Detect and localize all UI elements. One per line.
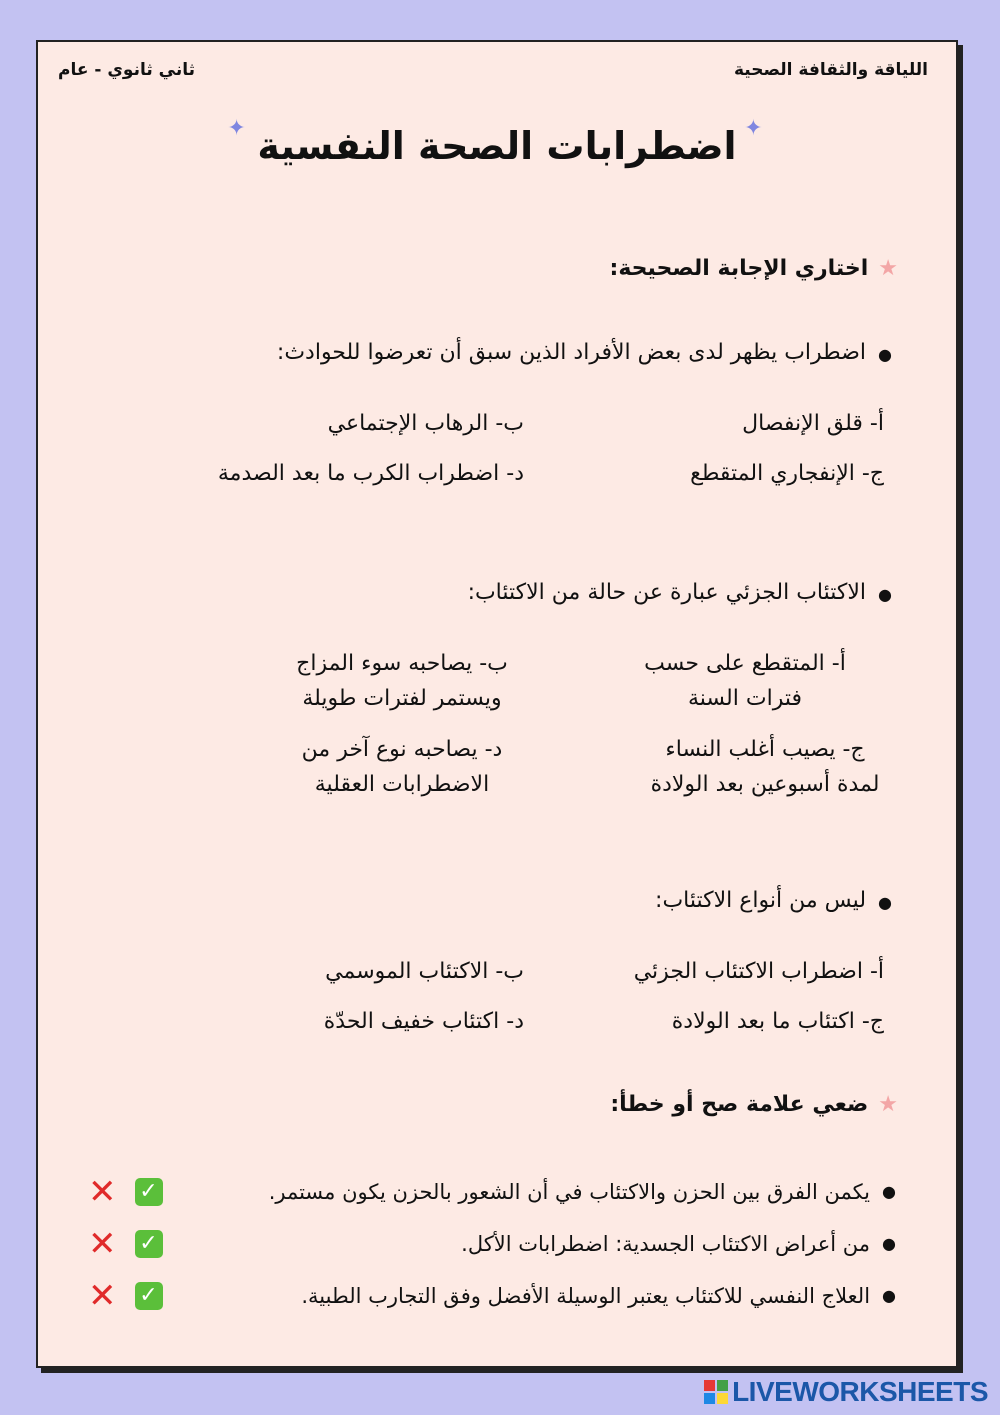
check-icon[interactable]: ✓ (135, 1178, 163, 1206)
true-false-row (88, 1226, 896, 1262)
section-heading-text: اختاري الإجابة الصحيحة: (609, 256, 869, 281)
liveworksheets-logo (704, 1376, 988, 1408)
bullet-icon: ● (878, 345, 892, 364)
option-b[interactable] (272, 646, 532, 716)
sparkle-icon: ✦ (744, 116, 763, 141)
question-1 (277, 340, 892, 370)
question-text: الاكتئاب الجزئي عبارة عن حالة من الاكتئاب: (467, 580, 867, 605)
statement-text: العلاج النفسي للاكتئاب يعتبر الوسيلة الأفضل وفق التجارب الطبية. (301, 1284, 871, 1308)
section-heading-true-false (610, 1092, 898, 1117)
answer-marks (88, 1224, 163, 1264)
cross-icon[interactable]: ✕ (88, 1172, 117, 1212)
question-text: ليس من أنواع الاكتئاب: (655, 888, 867, 913)
question-3 (655, 888, 892, 918)
option-b[interactable]: ب- الاكتئاب الموسمي (325, 959, 524, 984)
cross-icon[interactable]: ✕ (88, 1276, 117, 1316)
question-2 (468, 580, 892, 610)
statement (269, 1177, 896, 1207)
option-b[interactable]: ب- الرهاب الإجتماعي (327, 411, 524, 436)
sparkle-icon: ✦ (227, 116, 246, 141)
statement (461, 1229, 896, 1259)
answer-marks (88, 1172, 163, 1212)
option-a[interactable]: أ- اضطراب الاكتئاب الجزئي (633, 959, 884, 984)
option-c[interactable] (630, 732, 900, 802)
statement-text: من أعراض الاكتئاب الجسدية: اضطرابات الأكل. (461, 1232, 871, 1256)
option-d[interactable] (272, 732, 532, 802)
option-line: ب- يصاحبه سوء المزاج (296, 651, 508, 676)
option-line: أ- المتقطع على حسب (644, 651, 846, 676)
logo-mark-icon (704, 1380, 728, 1404)
title-row (38, 116, 956, 168)
option-d[interactable]: د- اضطراب الكرب ما بعد الصدمة (217, 461, 524, 486)
check-icon[interactable]: ✓ (135, 1230, 163, 1258)
option-line: لمدة أسبوعين بعد الولادة (650, 772, 880, 797)
bullet-icon: ● (882, 1182, 896, 1201)
subject-header: اللياقة والثقافة الصحية (734, 60, 928, 80)
answer-marks (88, 1276, 163, 1316)
option-line: ويستمر لفترات طويلة (302, 686, 502, 711)
worksheet-page (36, 40, 958, 1368)
star-icon: ★ (878, 256, 898, 281)
logo-text: LIVEWORKSHEETS (732, 1376, 988, 1407)
statement-text: يكمن الفرق بين الحزن والاكتئاب في أن الشعور بالحزن يكون مستمر. (268, 1180, 871, 1204)
option-line: فترات السنة (688, 686, 802, 711)
statement (301, 1281, 896, 1311)
star-icon: ★ (878, 1092, 898, 1117)
page-title (227, 116, 763, 168)
option-line: د- يصاحبه نوع آخر من (301, 737, 503, 762)
check-icon[interactable]: ✓ (135, 1282, 163, 1310)
bullet-icon: ● (882, 1234, 896, 1253)
bullet-icon: ● (878, 893, 892, 912)
grade-header: ثاني ثانوي - عام (58, 60, 196, 80)
page-title-text: اضطرابات الصحة النفسية (257, 124, 737, 168)
option-c[interactable]: ج- اكتئاب ما بعد الولادة (671, 1009, 884, 1034)
section-heading-mcq (610, 256, 898, 281)
option-a[interactable]: أ- قلق الإنفصال (742, 411, 884, 436)
option-line: ج- يصيب أغلب النساء (665, 737, 865, 762)
question-text: اضطراب يظهر لدى بعض الأفراد الذين سبق أن تعرضوا للحوادث: (276, 340, 867, 365)
option-c[interactable]: ج- الإنفجاري المتقطع (690, 461, 884, 486)
cross-icon[interactable]: ✕ (88, 1224, 117, 1264)
bullet-icon: ● (878, 585, 892, 604)
true-false-row (88, 1174, 896, 1210)
option-line: الاضطرابات العقلية (314, 772, 490, 797)
section-heading-text: ضعي علامة صح أو خطأ: (610, 1092, 869, 1117)
true-false-row (88, 1278, 896, 1314)
option-d[interactable]: د- اكتئاب خفيف الحدّة (323, 1009, 524, 1034)
bullet-icon: ● (882, 1286, 896, 1305)
option-a[interactable] (630, 646, 860, 716)
